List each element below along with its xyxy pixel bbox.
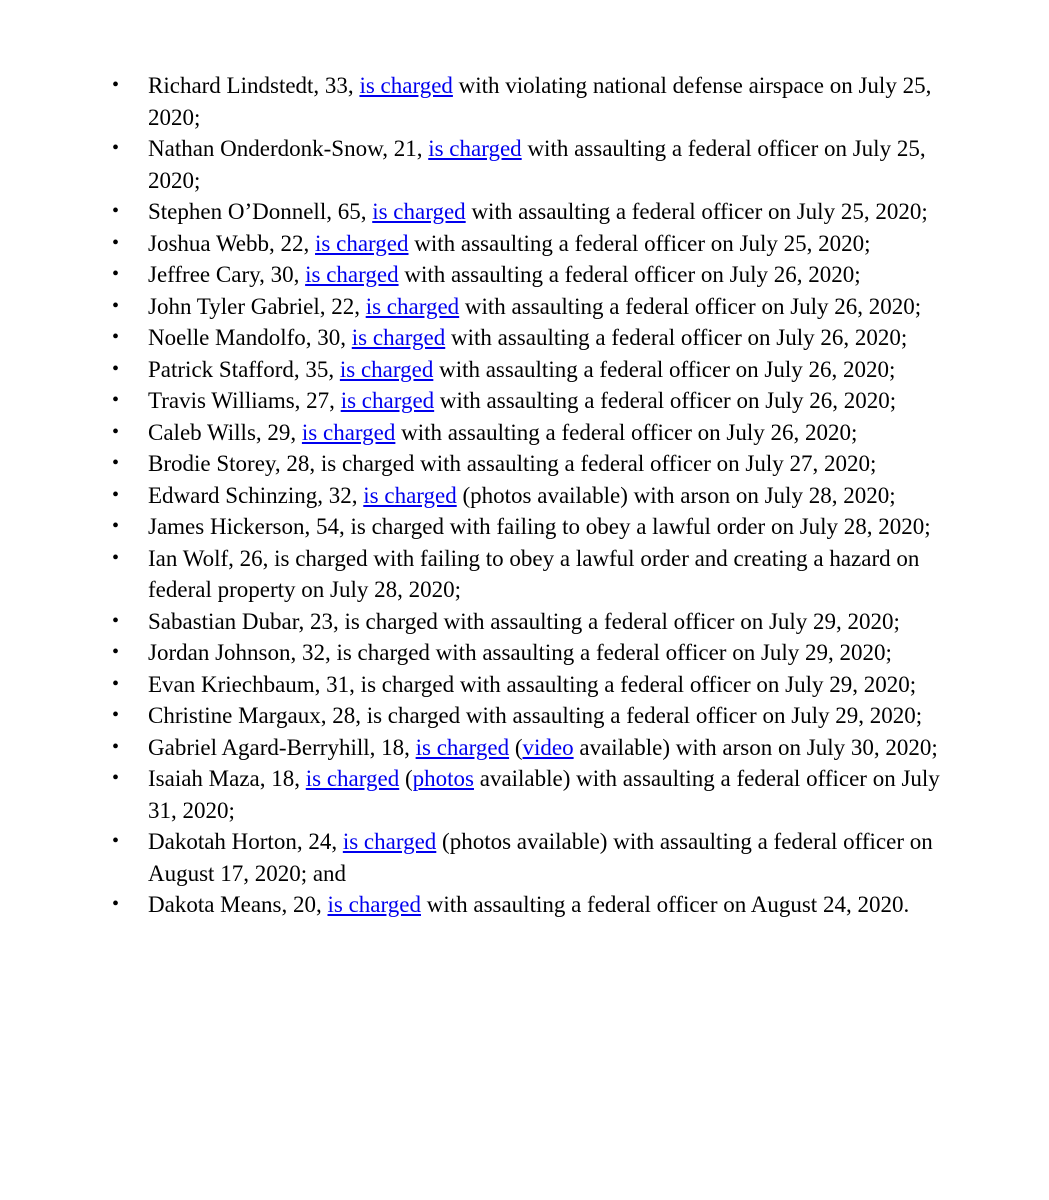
list-item (0, 417, 968, 449)
is-charged-link[interactable]: is charged (305, 262, 399, 287)
item-text: Richard Lindstedt, 33, (148, 73, 360, 98)
is-charged-link[interactable]: is charged (363, 482, 457, 508)
is-charged-link[interactable]: is charged (339, 356, 434, 382)
item-text: Christine Margaux, 28, is charged with assaulting a federal officer on July 29, 2020; (148, 703, 923, 728)
bullet-icon: • (112, 609, 120, 632)
list-item (0, 291, 968, 323)
bullet-icon: • (112, 546, 120, 569)
item-text: James Hickerson, 54, is charged with failing to obey a lawful order on July 28, 2020; (148, 514, 931, 539)
bullet-icon: • (112, 420, 120, 443)
is-charged-link[interactable]: is charged (315, 230, 409, 256)
bullet-icon: • (112, 263, 120, 285)
list-item (0, 669, 968, 701)
item-text: with violating national defense airspace on July 25, 2020; (148, 73, 932, 130)
bullet-icon: • (112, 830, 120, 852)
list-item (0, 606, 968, 638)
item-text: ( (509, 734, 523, 760)
item-text: Dakota Means, 20, (148, 892, 328, 917)
item-text: with assaulting a federal officer on July 26, 2020; (459, 293, 922, 319)
list-item (0, 70, 968, 133)
bullet-icon: • (112, 294, 120, 317)
item-text: available) with assaulting a federal officer on July 31, 2020; (148, 766, 940, 823)
list-item (0, 637, 968, 669)
bullet-icon: • (112, 893, 120, 915)
list-item (0, 259, 968, 291)
item-text: with assaulting a federal officer on July 26, 2020; (395, 419, 858, 445)
is-charged-link[interactable]: is charged (428, 136, 522, 161)
is-charged-link[interactable]: is charged (342, 829, 437, 854)
item-text: with assaulting a federal officer on July 25, 2020; (465, 199, 928, 224)
item-text: Patrick Stafford, 35, (148, 356, 340, 382)
item-text: Brodie Storey, 28, is charged with assaulting a federal officer on July 27, 2020; (148, 451, 877, 476)
item-text: Stephen O’Donnell, 65, (148, 199, 373, 224)
list-item (0, 889, 968, 921)
list-item (0, 354, 968, 386)
item-text: Joshua Webb, 22, (148, 230, 316, 256)
item-text: Dakotah Horton, 24, (148, 829, 343, 854)
item-text: Isaiah Maza, 18, (148, 766, 306, 791)
item-text: Nathan Onderdonk-Snow, 21, (148, 136, 429, 161)
list-item (0, 448, 968, 480)
bullet-icon: • (112, 326, 120, 348)
is-charged-link[interactable]: is charged (365, 293, 460, 319)
document-page (0, 70, 1049, 921)
bullet-icon: • (112, 452, 120, 474)
photos-link[interactable]: photos (412, 766, 474, 791)
item-text: with assaulting a federal officer on July 26, 2020; (433, 356, 896, 382)
list-item (0, 732, 968, 764)
item-text: Edward Schinzing, 32, (148, 482, 364, 508)
list-item (0, 480, 968, 512)
bullet-icon: • (112, 515, 120, 537)
bullet-icon: • (112, 74, 120, 96)
list-item (0, 133, 968, 196)
bullet-icon: • (112, 735, 120, 758)
item-text: Evan Kriechbaum, 31, is charged with assaulting a federal officer on July 29, 2020; (148, 671, 917, 697)
item-text: with assaulting a federal officer on August 24, 2020. (420, 892, 910, 917)
item-text: John Tyler Gabriel, 22, (148, 293, 366, 319)
item-text: Noelle Mandolfo, 30, (148, 325, 352, 350)
is-charged-link[interactable]: is charged (372, 199, 466, 224)
item-text: Jordan Johnson, 32, is charged with assaulting a federal officer on July 29, 2020; (148, 640, 892, 665)
is-charged-link[interactable]: is charged (415, 734, 510, 760)
item-text: Ian Wolf, 26, is charged with failing to obey a lawful order and creating a hazard on federal property on July 28, 2020; (148, 545, 920, 602)
item-text: Travis Williams, 27, (148, 388, 341, 413)
item-text: Caleb Wills, 29, (148, 419, 302, 445)
bullet-icon: • (112, 389, 120, 411)
bullet-icon: • (112, 767, 120, 789)
is-charged-link[interactable]: is charged (327, 892, 421, 917)
item-text: with assaulting a federal officer on July 25, 2020; (408, 230, 871, 256)
item-text: Jeffree Cary, 30, (148, 262, 306, 287)
bullet-icon: • (112, 641, 120, 663)
bullet-icon: • (112, 483, 120, 506)
item-text: Sabastian Dubar, 23, is charged with assaulting a federal officer on July 29, 2020; (148, 608, 900, 634)
bullet-icon: • (112, 357, 120, 380)
bullet-icon: • (112, 200, 120, 222)
is-charged-link[interactable]: is charged (359, 73, 453, 98)
list-item (0, 385, 968, 417)
is-charged-link[interactable]: is charged (301, 419, 396, 445)
bullet-icon: • (112, 672, 120, 695)
list-item (0, 763, 968, 826)
defendant-list (0, 70, 1049, 921)
item-text: with assaulting a federal officer on July 26, 2020; (434, 388, 897, 413)
item-text: ( (399, 766, 413, 791)
item-text: (photos available) with arson on July 28, 2020; (456, 482, 896, 508)
item-text: Gabriel Agard-Berryhill, 18, (148, 734, 416, 760)
list-item (0, 511, 968, 543)
list-item (0, 826, 968, 889)
list-item (0, 228, 968, 260)
is-charged-link[interactable]: is charged (340, 388, 435, 413)
item-text: available) with arson on July 30, 2020; (573, 734, 938, 760)
item-text: with assaulting a federal officer on July 26, 2020; (445, 325, 908, 350)
list-item (0, 322, 968, 354)
item-text: with assaulting a federal officer on July 25, 2020; (148, 136, 926, 193)
list-item (0, 543, 968, 606)
bullet-icon: • (112, 137, 120, 159)
item-text: (photos available) with assaulting a federal officer on August 17, 2020; and (148, 829, 933, 886)
item-text: with assaulting a federal officer on July 26, 2020; (398, 262, 861, 287)
is-charged-link[interactable]: is charged (305, 766, 400, 791)
bullet-icon: • (112, 704, 120, 726)
list-item (0, 700, 968, 732)
list-item (0, 196, 968, 228)
video-link[interactable]: video (522, 734, 574, 760)
is-charged-link[interactable]: is charged (351, 325, 446, 350)
bullet-icon: • (112, 231, 120, 254)
